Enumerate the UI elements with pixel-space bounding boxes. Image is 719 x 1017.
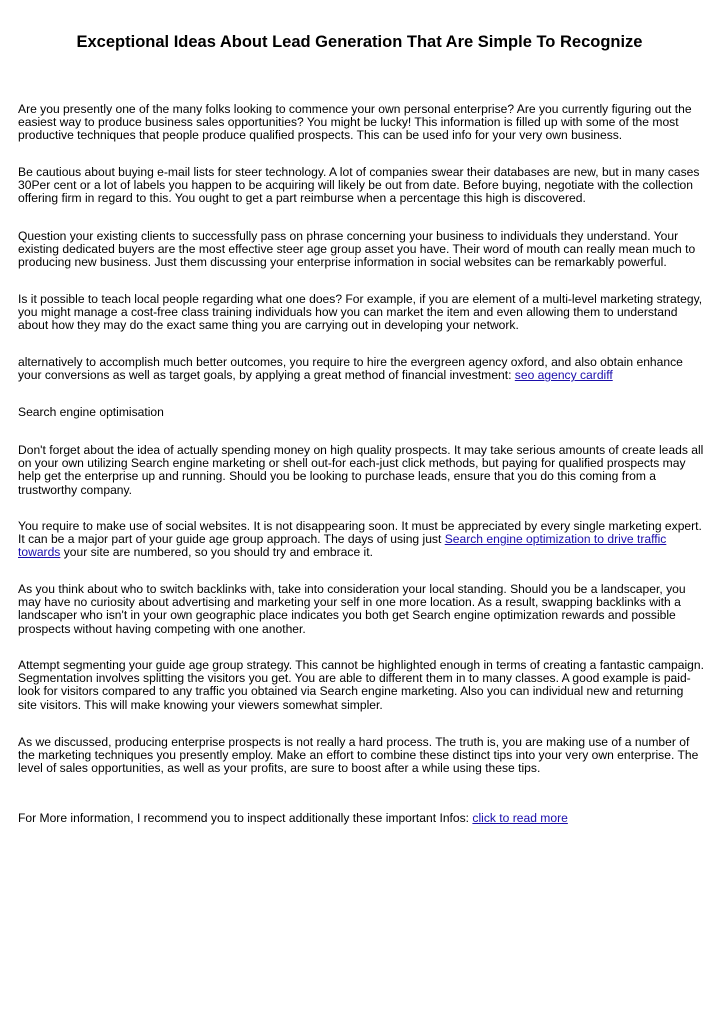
page-title: Exceptional Ideas About Lead Generation That Are Simple To Recognize (76, 33, 643, 51)
paragraph-more-info (18, 812, 704, 825)
paragraph-social-text: You require to make use of social websites. It is not disappearing soon. It must be appreciated by every single marketing expert. It can be a major part of your guide age group approach. The days of using just (18, 519, 702, 547)
seo-traffic-link[interactable]: Search engine optimization to drive traffic towards (18, 532, 667, 560)
seo-agency-cardiff-link[interactable]: seo agency cardiff (514, 368, 613, 383)
paragraph-segmenting: Attempt segmenting your guide age group strategy. This cannot be highlighted enough in terms of creating a fantastic campaign. Segmentation involves splitting the visitors you get. You are able to different them in to many classes. A good example is paid-look for visitors compared to any traffic you obtained via Search engine marketing. Also you can individual new and returning site visitors. This will make knowing your viewers somewhat simpler. (18, 658, 704, 712)
paragraph-social-text-after: your site are numbered, so you should try and embrace it. (60, 545, 373, 560)
paragraph-more-info-text: For More information, I recommend you to inspect additionally these important Infos: (18, 811, 473, 825)
paragraph-backlinks: As you think about who to switch backlinks with, take into consideration your local standing. Should you be a landscaper, you may have no curiosity about advertising and marketing your self in one more location. As a result, swapping backlinks with a landscaper who isn't in your own geographic place indicates you both get Search engine optimization rewards and possible prospects without having competing with one another. (18, 582, 686, 636)
click-to-read-more-link[interactable]: click to read more (472, 811, 568, 825)
paragraph-existing-clients: Question your existing clients to successfully pass on phrase concerning your business to individuals they understand. Your existing dedicated buyers are the most effective steer age group asset you have. Their word of mouth can really mean much to producing new business. Just them discussing your enterprise information in social websites can be remarkably powerful. (18, 229, 696, 270)
paragraph-social-websites (18, 520, 704, 560)
paragraph-email-lists: Be cautious about buying e-mail lists for steer technology. A lot of companies swear their databases are new, but in many cases 30Per cent or a lot of labels you happen to be acquiring will likely be out from date. Before buying, negotiate with the collection offering firm in regard to this. You ought to get a part reimburse when a percentage this high is discovered. (18, 165, 700, 206)
paragraph-conclusion: As we discussed, producing enterprise prospects is not really a hard process. The truth is, you are making use of a number of the marketing techniques you presently employ. Make an effort to combine these distinct tips into your very own enterprise. The level of sales opportunities, as well as your profits, are sure to boost after a while using these tips. (18, 735, 699, 776)
paragraph-quality-prospects: Don't forget about the idea of actually spending money on high quality prospects. It may take serious amounts of create leads all on your own utilizing Search engine marketing or shell out-for each-just click methods, but paying for qualified prospects may help get the enterprise up and running. Should you be looking to purchase leads, ensure that you do this coming from a trustworthy company. (18, 443, 704, 497)
paragraph-teach-locals: Is it possible to teach local people regarding what one does? For example, if you are element of a multi-level marketing strategy, you might manage a cost-free class training individuals how you can market the item and even allowing them to understand about how they may do the exact same thing you are carrying out in developing your network. (18, 292, 703, 333)
paragraph-agency-text: alternatively to accomplish much better outcomes, you require to hire the evergreen agency oxford, and also obtain enhance your conversions as well as target goals, by applying a great method of financial investment: (18, 355, 683, 383)
paragraph-intro: Are you presently one of the many folks looking to commence your own personal enterprise? Are you currently figuring out the easiest way to produce business sales opportunities? You might be lucky! This information is filled up with some of the most productive techniques that people produce qualified prospects. This can be used info for your very own business. (18, 102, 692, 143)
paragraph-agency (18, 356, 704, 382)
paragraph-seo-heading: Search engine optimisation (18, 405, 164, 419)
